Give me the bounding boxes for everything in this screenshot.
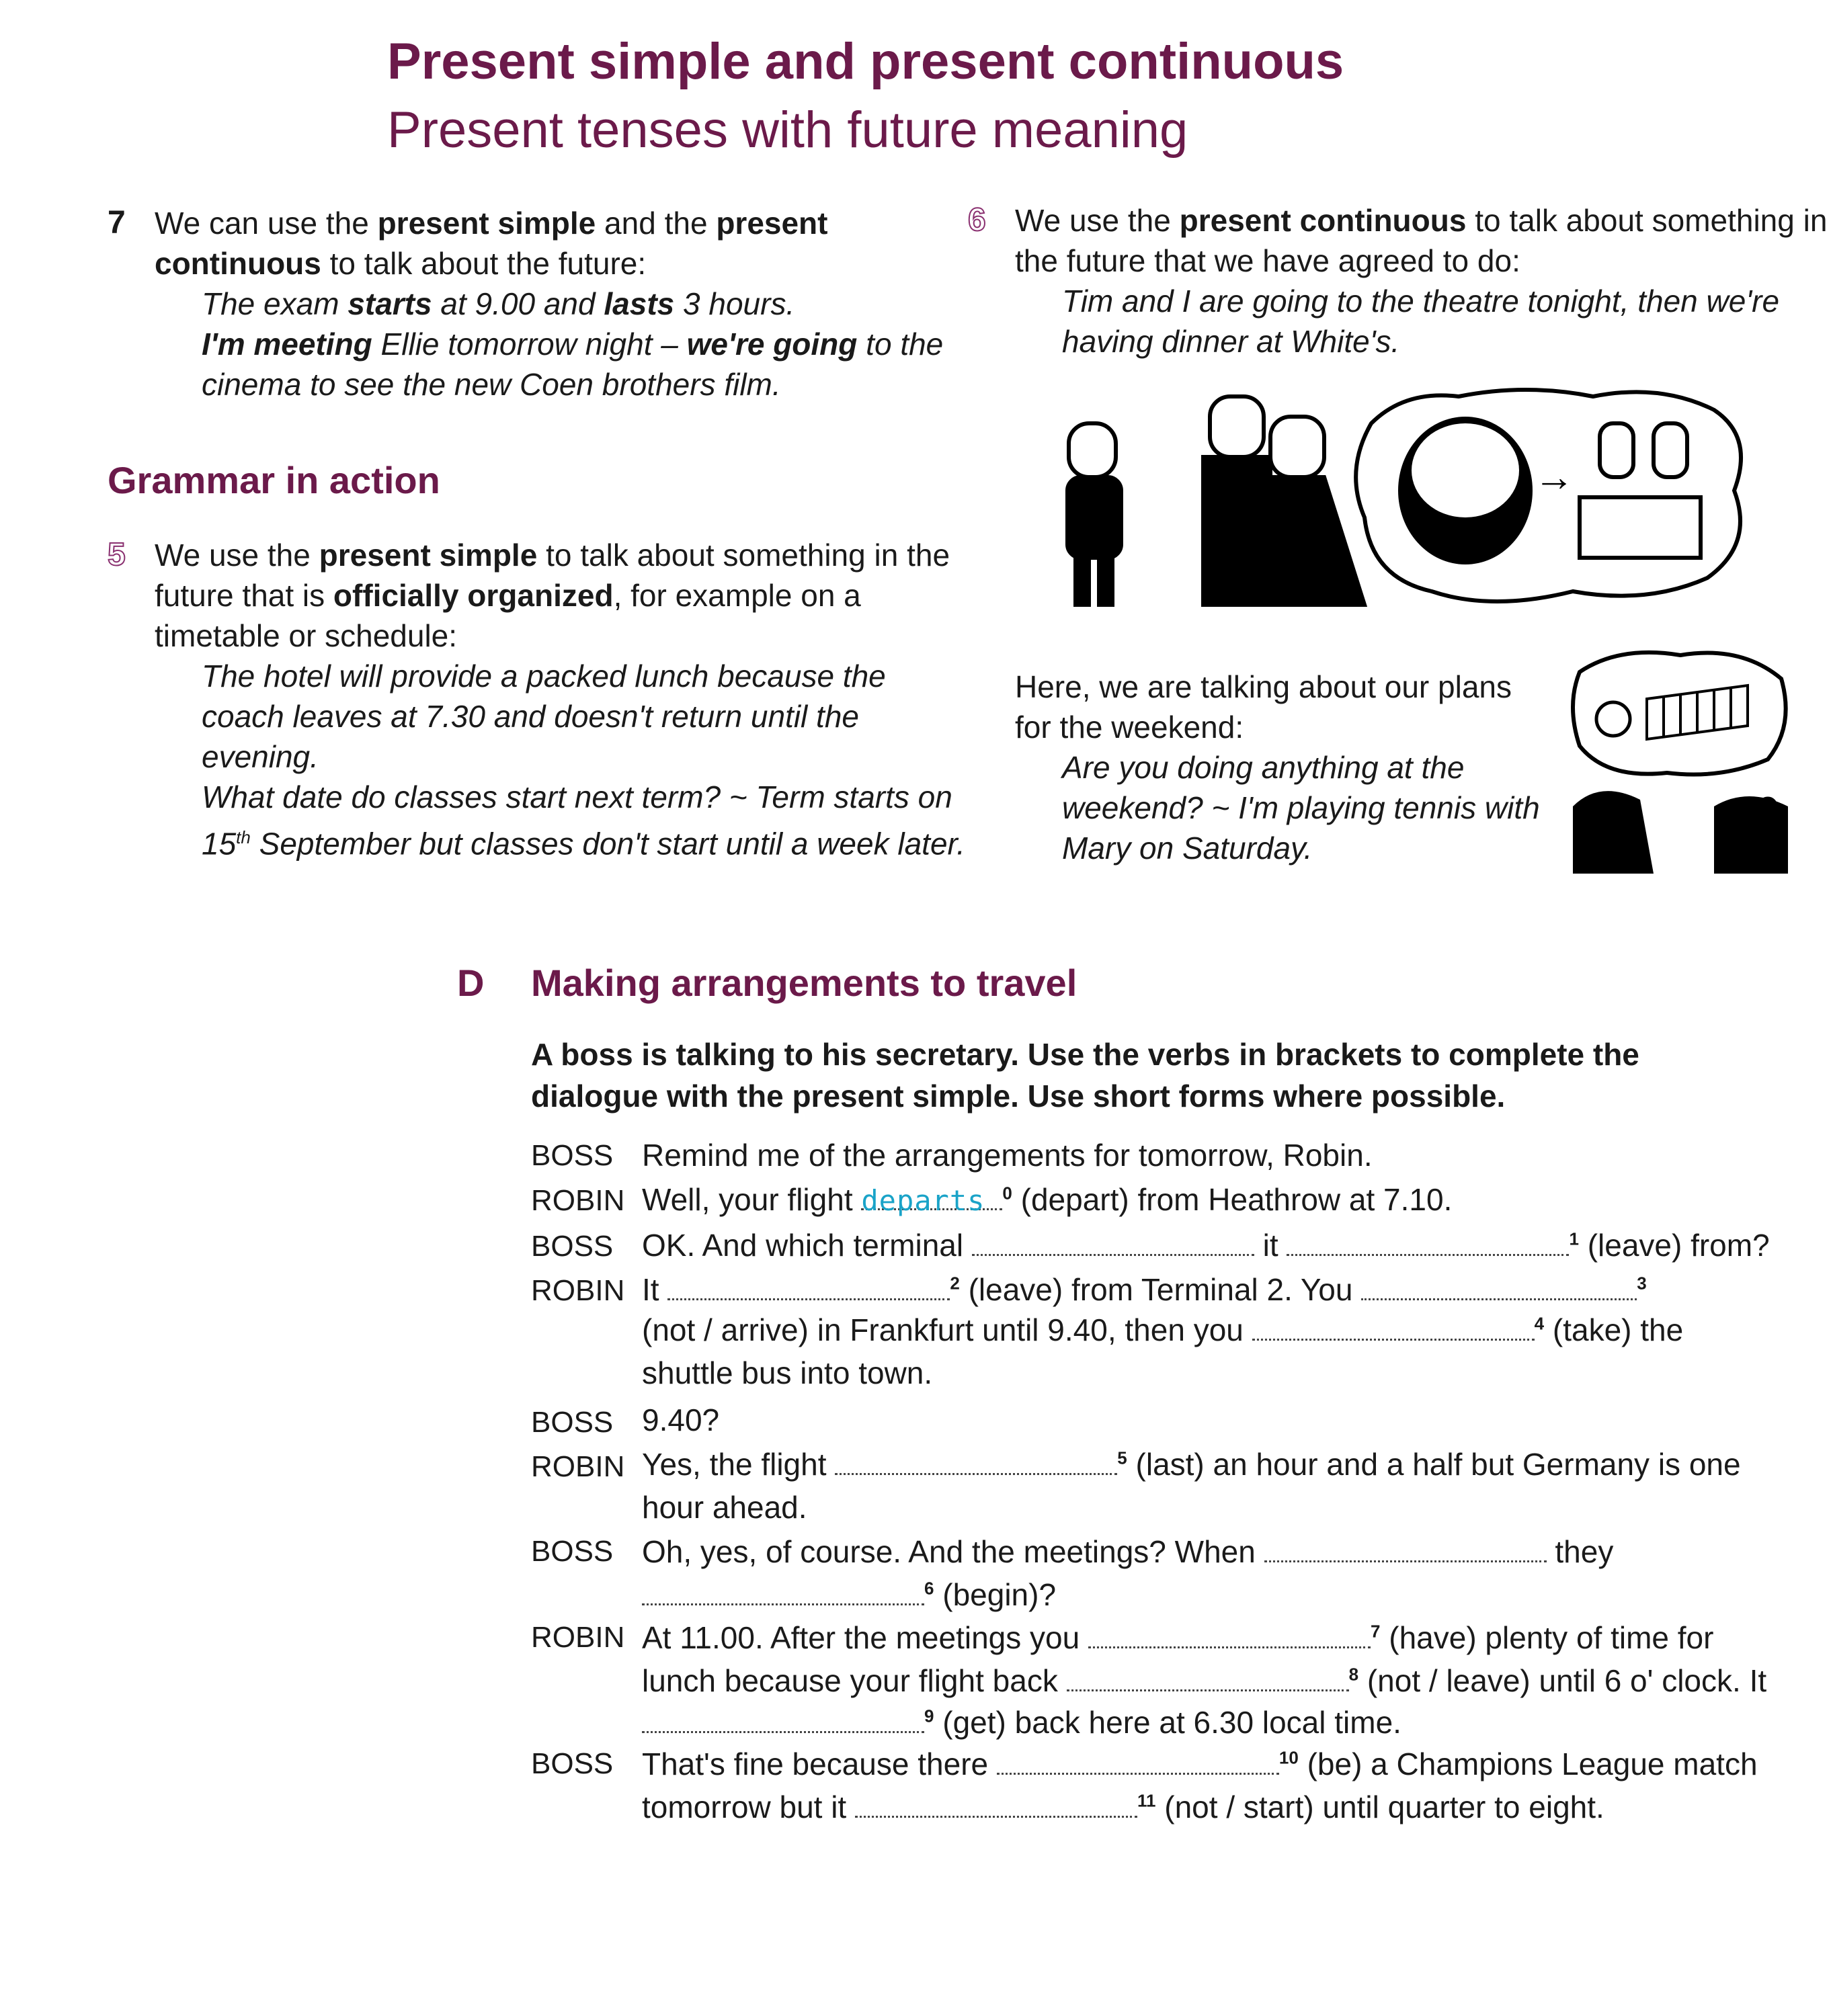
speaker-label: ROBIN [531, 1274, 625, 1307]
page-title: Present simple and present continuous [387, 33, 1344, 90]
dialogue-line: Yes, the flight $^5$ (last) an hour and a half but Germany is one [642, 1447, 1741, 1482]
dialogue-line: (not / arrive) in Frankfurt until 9.40, then you $^4$ (take) the [642, 1312, 1684, 1347]
section-7 [108, 203, 948, 405]
example: I'm meeting Ellie tomorrow night – we're going to the cinema to see the new Coen brothers film. [202, 327, 944, 402]
dialogue-line: hour ahead. [642, 1490, 807, 1525]
answer-blank[interactable] [997, 1746, 1279, 1775]
answer-blank[interactable] [1287, 1227, 1569, 1256]
dialogue-line: $^9$ (get) back here at 6.30 local time. [642, 1704, 1401, 1740]
dialogue-line: OK. And which terminal it $^1$ (leave) from? [642, 1228, 1770, 1263]
dialogue-line: 9.40? [642, 1402, 720, 1437]
section-number: 5 [108, 537, 126, 573]
example: The hotel will provide a packed lunch because the coach leaves at 7.30 and doesn't return until the evening. [202, 659, 886, 774]
person-icon [1714, 796, 1788, 874]
dialogue-line: Well, your flight departs $^0$ (depart) from Heathrow at 7.10. [642, 1182, 1453, 1217]
dinner-table-icon [1580, 497, 1701, 558]
speaker-label: BOSS [531, 1139, 614, 1172]
answer-blank[interactable] [1067, 1663, 1349, 1691]
speaker-label: ROBIN [531, 1621, 625, 1654]
arrow-icon: → [1534, 454, 1574, 499]
speaker-label: ROBIN [531, 1450, 625, 1483]
dialogue-line: tomorrow but it $^{11}$ (not / start) until quarter to eight. [642, 1790, 1604, 1824]
dialogue-line: Oh, yes, of course. And the meetings? When they [642, 1534, 1614, 1569]
answer-blank[interactable] [642, 1577, 924, 1605]
player-icon [1596, 702, 1630, 736]
person-icon [1573, 791, 1654, 874]
person-icon [1067, 423, 1121, 605]
speaker-label: ROBIN [531, 1184, 625, 1217]
example: The exam starts at 9.00 and lasts 3 hours. [202, 286, 795, 321]
dialogue-line: shuttle bus into town. [642, 1355, 933, 1390]
section-number: 7 [108, 205, 126, 241]
dialogue-line: It $^2$ (leave) from Terminal 2. You $^3$ [642, 1272, 1647, 1307]
answer-blank[interactable] [1361, 1271, 1637, 1300]
answer-blank[interactable] [642, 1704, 924, 1733]
dialogue-line: lunch because your flight back $^8$ (not / leave) until 6 o' clock. It [642, 1663, 1767, 1698]
handwritten-answer: departs [861, 1184, 985, 1217]
answer-blank[interactable] [667, 1271, 950, 1300]
dialogue-line: That's fine because there $^{10}$ (be) a Champions League match [642, 1747, 1758, 1781]
speaker-label: BOSS [531, 1747, 614, 1780]
section-5-text: We use the present simple to talk about something in the future that is officially organized, for example on a timetable or schedule: [155, 538, 950, 653]
speaker-label: BOSS [531, 1406, 614, 1439]
section-6-text: We use the present continuous to talk about something in the future that we have agreed to do: [1015, 203, 1828, 278]
section-5 [108, 535, 975, 864]
dialogue-line: $^6$ (begin)? [642, 1577, 1056, 1613]
answer-blank[interactable] [855, 1789, 1137, 1818]
answer-blank[interactable] [835, 1446, 1117, 1475]
plans-intro: Here, we are talking about our plans for the weekend: [1015, 669, 1512, 745]
grammar-heading: Grammar in action [108, 459, 440, 501]
speaker-label: BOSS [531, 1535, 614, 1568]
example: What date do classes start next term? ~ Term starts on 15th September but classes don't start until a week later. [202, 780, 965, 862]
exercise-title: Making arrangements to travel [531, 962, 1077, 1004]
speaker-label: BOSS [531, 1230, 614, 1263]
answer-blank[interactable] [1264, 1534, 1547, 1562]
section-7-text: We can use the present simple and the present continuous to talk about the future: [155, 206, 828, 281]
answer-blank[interactable] [1252, 1312, 1535, 1341]
exercise-letter: D [457, 962, 485, 1004]
answer-blank[interactable] [1088, 1620, 1371, 1648]
theatre-dinner-illustration [1055, 383, 1754, 618]
dialogue-line: Remind me of the arrangements for tomorrow, Robin. [642, 1138, 1373, 1173]
example: Tim and I are going to the theatre tonight, then we're having dinner at White's. [1062, 284, 1780, 359]
weekend-plans [1015, 667, 1553, 868]
dialogue-line: At 11.00. After the meetings you $^7$ (have) plenty of time for [642, 1620, 1714, 1655]
section-6 [968, 200, 1831, 362]
exercise-instruction: A boss is talking to his secretary. Use the verbs in brackets to complete the dialogue with the present simple. Use short forms where possible. [531, 1037, 1639, 1114]
section-number: 6 [968, 202, 986, 238]
answer-blank[interactable] [861, 1181, 1002, 1217]
couple-icon [1203, 396, 1365, 605]
answer-blank[interactable] [972, 1227, 1254, 1256]
tennis-illustration [1566, 645, 1795, 874]
example: Are you doing anything at the weekend? ~ I'm playing tennis with Mary on Saturday. [1062, 750, 1540, 866]
page-subtitle: Present tenses with future meaning [387, 101, 1188, 159]
